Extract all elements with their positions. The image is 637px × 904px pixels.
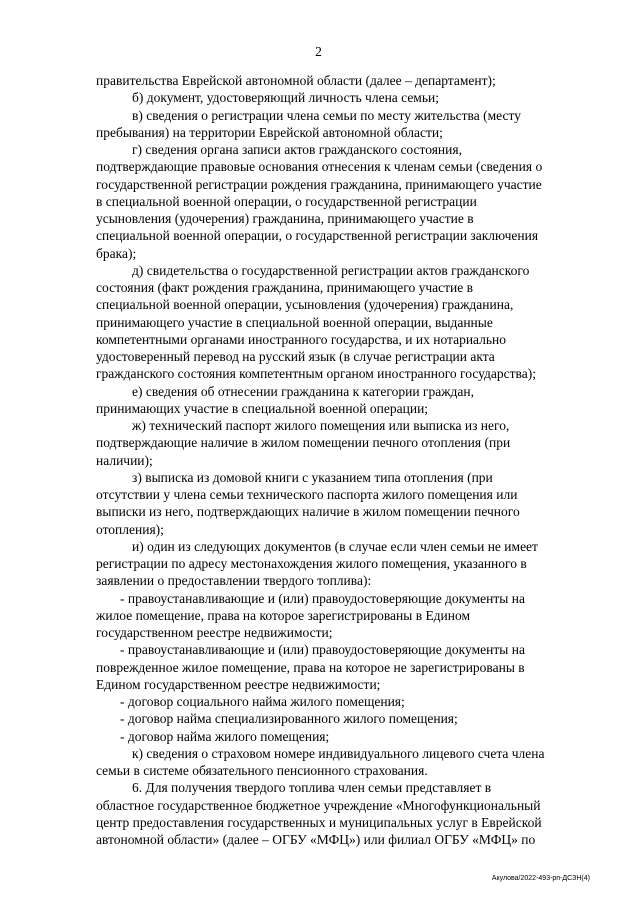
text-line: принимающих участие в специальной военной операции;: [96, 401, 429, 416]
text-line: подтверждающие наличие в жилом помещении печного отопления (при: [96, 435, 511, 450]
text-line: и) один из следующих документов (в случае если член семьи не имеет: [132, 539, 538, 554]
text-line: отопления);: [96, 522, 164, 537]
text-line: - договор найма жилого помещения;: [120, 729, 330, 744]
text-line: регистрации по адресу местонахождения жилого помещения, указанного в: [96, 556, 527, 571]
text-line: в) сведения о регистрации члена семьи по месту жительства (месту: [132, 108, 521, 123]
text-line: пребывания) на территории Еврейской автономной области;: [96, 125, 443, 140]
text-line: заявлении о предоставлении твердого топлива):: [96, 573, 372, 588]
text-line: специальной военной операции, усыновления (удочерения) гражданина,: [96, 297, 514, 312]
text-line: отсутствии у члена семьи технического паспорта жилого помещения или: [96, 487, 518, 502]
text-line: удостоверенный перевод на русский язык (в случае регистрации акта: [96, 349, 495, 364]
text-line: гражданского состояния компетентным органом иностранного государства);: [96, 366, 536, 381]
text-line: правительства Еврейской автономной области (далее – департамент);: [96, 73, 496, 88]
text-line: Едином государственном реестре недвижимости;: [96, 677, 381, 692]
text-line: 6. Для получения твердого топлива член семьи представляет в: [132, 780, 492, 795]
text-line: состояния (факт рождения гражданина, принимающего участие в: [96, 280, 473, 295]
text-line: принимающего участие в специальной военной операции, выданные: [96, 315, 493, 330]
text-line: ж) технический паспорт жилого помещения или выписка из него,: [132, 418, 510, 433]
page-number: 2: [315, 44, 322, 59]
text-line: усыновления (удочерения) гражданина, принимающего участие в: [96, 211, 474, 226]
text-line: г) сведения органа записи актов гражданского состояния,: [132, 142, 462, 157]
text-line: подтверждающие правовые основания отнесения к членам семьи (сведения о: [96, 159, 543, 174]
text-line: б) документ, удостоверяющий личность члена семьи;: [132, 90, 439, 105]
text-line: е) сведения об отнесении гражданина к категории граждан,: [132, 384, 474, 399]
text-line: - правоустанавливающие и (или) правоудостоверяющие документы на: [120, 591, 525, 606]
document-footer-code: Акулова/2022-493-рп-ДСЗН(4): [491, 875, 590, 882]
text-line: жилое помещение, права на которое зарегистрированы в Едином: [96, 608, 471, 623]
text-line: поврежденное жилое помещение, права на которое не зарегистрированы в: [96, 660, 525, 675]
text-line: семьи в системе обязательного пенсионного страхования.: [96, 763, 428, 778]
text-line: государственной регистрации рождения гражданина, принимающего участие: [96, 177, 542, 192]
text-line: автономной области» (далее – ОГБУ «МФЦ») или филиал ОГБУ «МФЦ» по: [96, 832, 536, 847]
text-line: наличии);: [96, 453, 153, 468]
text-line: компетентными органами иностранного государства, и их нотариально: [96, 332, 507, 347]
text-line: - правоустанавливающие и (или) правоудостоверяющие документы на: [120, 642, 525, 657]
text-line: - договор найма специализированного жилого помещения;: [120, 711, 458, 726]
text-line: областное государственное бюджетное учреждение «Многофункциональный: [96, 798, 541, 813]
text-line: в специальной военной операции, о государственной регистрации: [96, 194, 477, 209]
text-line: брака);: [96, 246, 137, 261]
text-line: центр предоставления государственных и муниципальных услуг в Еврейской: [96, 815, 542, 830]
text-line: з) выписка из домовой книги с указанием типа отопления (при: [132, 470, 493, 485]
text-line: выписки из него, подтверждающих наличие в жилом помещении печного: [96, 504, 520, 519]
text-line: - договор социального найма жилого помещения;: [120, 694, 405, 709]
text-line: д) свидетельства о государственной регистрации актов гражданского: [132, 263, 530, 278]
text-line: государственном реестре недвижимости;: [96, 625, 333, 640]
text-line: специальной военной операции, о государственной регистрации заключения: [96, 228, 539, 243]
text-line: к) сведения о страховом номере индивидуального лицевого счета члена: [132, 746, 545, 761]
